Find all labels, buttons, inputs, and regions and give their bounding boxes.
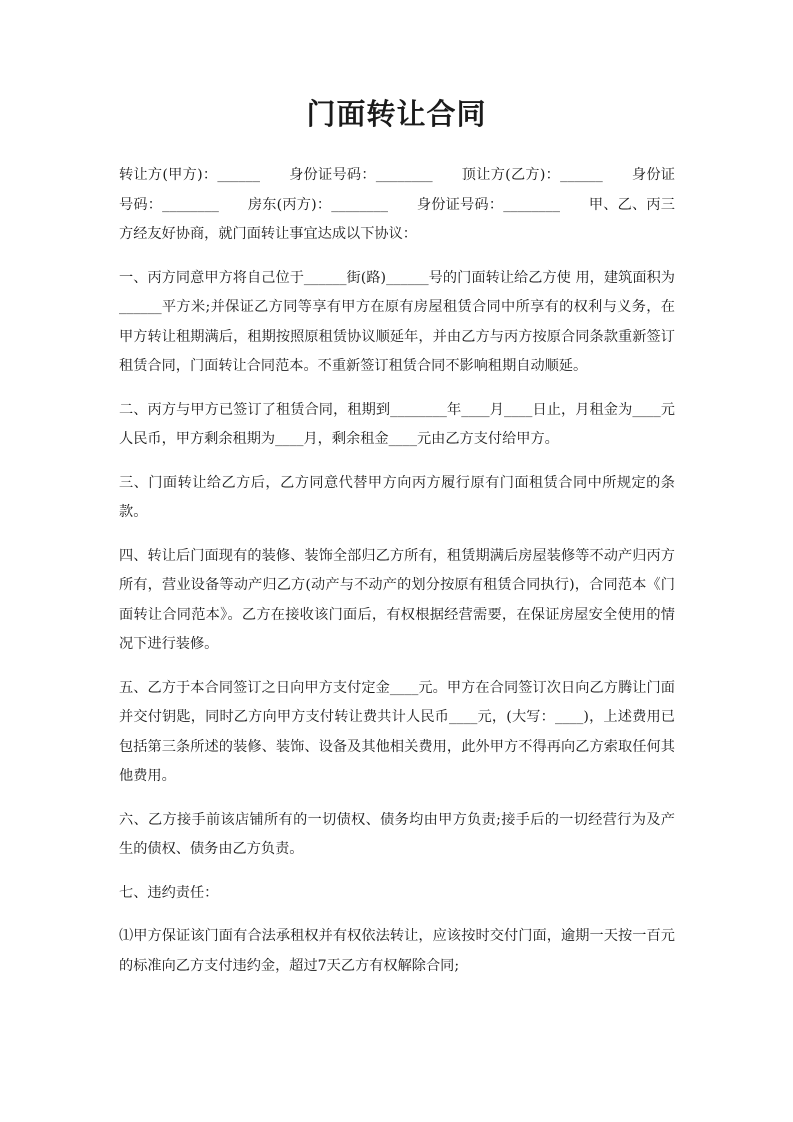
clause-6-paragraph: 六、乙方接手前该店铺所有的一切债权、债务均由甲方负责;接手后的一切经营行为及产生的债权、债务由乙方负责。	[119, 811, 675, 857]
clause-3-paragraph: 三、门面转让给乙方后，乙方同意代替甲方向丙方履行原有门面租赁合同中所规定的条款。	[119, 474, 675, 520]
clause-5-paragraph: 五、乙方于本合同签订之日向甲方支付定金____元。甲方在合同签订次日向乙方腾让门面并交付钥匙，同时乙方向甲方支付转让费共计人民币____元，(大写：____)，上述费用已包括第三条所述的装修、装饰、设备及其他相关费用，此外甲方不得再向乙方索取任何其他费用。	[119, 679, 675, 784]
document-body	[119, 161, 675, 995]
clause-1-paragraph: 一、丙方同意甲方将自己位于______街(路)______号的门面转让给乙方使 用，建筑面积为______平方米;并保证乙方同等享有甲方在原有房屋租赁合同中所享有的权利与义务，在甲方转让租期满后，租期按照原租赁协议顺延年，并由乙方与丙方按原合同条款重新签订租赁合同，门面转让合同范本。不重新签订租赁合同不影响租期自动顺延。	[119, 269, 675, 374]
document-title: 门面转让合同	[306, 97, 487, 131]
parties-paragraph: 转让方(甲方)：______ 身份证号码：________ 顶让方(乙方)：______ 身份证号码：________ 房东(丙方)：________ 身份证号码：________ 甲、乙、丙三方经友好协商，就门面转让事宜达成以下协议：	[119, 167, 675, 242]
clause-7-heading: 七、违约责任：	[119, 884, 219, 901]
clause-7-item-1-paragraph: ⑴甲方保证该门面有合法承租权并有权依法转让，应该按时交付门面，逾期一天按一百元的标准向乙方支付违约金，超过7天乙方有权解除合同;	[119, 928, 675, 974]
clause-2-paragraph: 二、丙方与甲方已签订了租赁合同，租期到________年____月____日止，月租金为____元人民币，甲方剩余租期为____月，剩余租金____元由乙方支付给甲方。	[119, 401, 675, 447]
clause-4-paragraph: 四、转让后门面现有的装修、装饰全部归乙方所有，租赁期满后房屋装修等不动产归丙方所有，营业设备等动产归乙方(动产与不动产的划分按原有租赁合同执行)，合同范本《门面转让合同范本》。乙方在接收该门面后，有权根据经营需要，在保证房屋安全使用的情况下进行装修。	[119, 547, 675, 652]
